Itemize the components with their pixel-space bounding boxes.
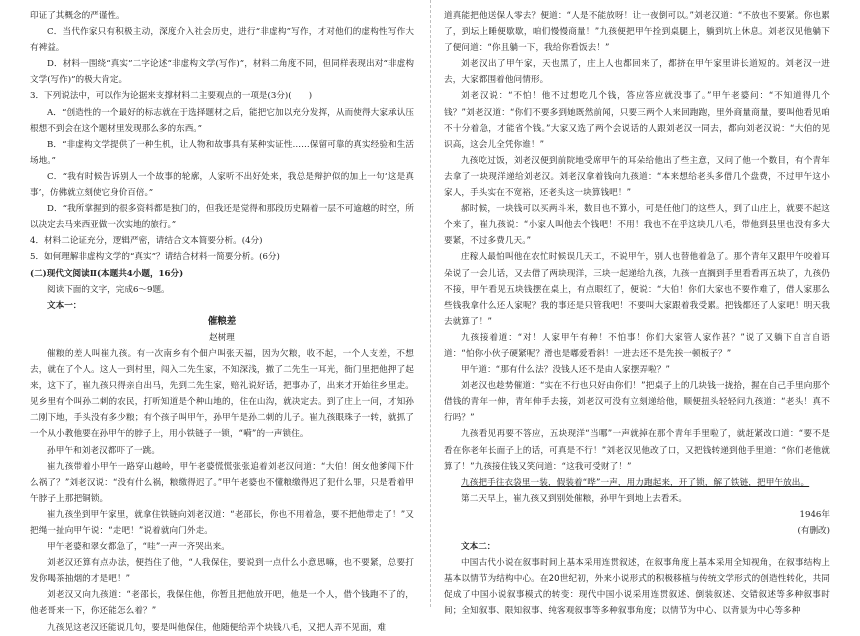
question-5: 5．如何理解非虚构文学的“真实”？请结合材料一简要分析。(6分) [30,252,280,263]
story-paragraph: 郝时候，一块钱可以买两斗米，数目也不算小，可是任他门的这些人，到了山庄上，就要不起这个来了，崔九孩说：“小家人叫他去个钱吧！不用！我也不在乎这块几八毛，带他到县里也没有多大要紧，不过多费几天。” [444,204,830,247]
text-two-label: 文本二： [461,542,496,553]
text-one-label: 文本一： [47,300,82,311]
story-paragraph: 甲午道：“那有什么法？没钱人还不是由人家摆弄啦？” [461,365,671,376]
option-3b: B．“非虚构文学提供了一种生机，让人物和故事具有某种实证性……保留可靠的真实经验和生活场地。” [30,139,414,166]
option-3a: A．“创造性的一个最好的标志就在于选择题材之后，能把它加以充分发挥，从而使得大家承认压根想不到会在这个题材里发现那么多的东西。” [30,107,414,134]
story-paragraph: 九孩见这老汉还能说几句，要是叫他保住，他随便给弄个块钱八毛，又把人弄不见面，难 [47,622,387,633]
right-column [444,8,830,620]
text-line-l2: D．材料一围绕“真实”二字论述“非虚构文学(写作)”，材料二角度不同，但同样表现出对“非虚构文学(写作)”的极大肯定。 [30,59,414,86]
story-paragraph: 甲午老婆和翠女都急了，“哇”一声一齐哭出来。 [47,542,230,553]
story-paragraph: 崔九孩坐到甲午家里，就拿住铁链向刘老汉道：“老邵长，你也不用着急，要不把他带走了！”又把绳一扯向甲午说：“走吧！”说着就向门外走。 [30,509,414,536]
story-paragraph: 刘老汉出了甲午家，天也黑了，庄上人也都回来了，都挤在甲午家里讲长道短的。刘老汉一进去，大家都围着他问情形。 [444,59,830,86]
story-paragraph: 刘老汉又向九孩道：“老邵长，我保住他，你暂且把他放开吧，他是一个人，借个钱跑不了的，他老哥来一下，你还能怎么着？” [30,590,414,617]
text-line-l1: C．当代作家只有积极主动，深度介入社会历史，进行“非虚构”写作，才对他们的虚构性写作大有裨益。 [30,27,414,54]
question-3: 3．下列说法中，可以作为论据来支撑材料二主要观点的一项是(3分)( ) [30,91,313,102]
option-3c: C．“我有时候告诉别人一个故事的轮廓，人家听不出好处来，我总是辩护似的加上一句‘这是真事’，仿佛就立刻使它身价百倍。” [30,171,414,199]
left-column [30,8,414,636]
text-line-l0: 印证了其概念的严谨性。 [30,11,125,21]
story-author: 赵树理 [209,332,235,343]
question-4: 4．材料二论证充分，逻辑严密，请结合文本简要分析。(4分) [30,236,263,247]
story-paragraph: 催粮的差人叫崔九孩。有一次南乡有个佃户叫张天福，因为欠粮，收不起，一个人支差，不想去，就在了个人。这人一到村里，闯入二先生家，不知深浅，撤了二先生一耳光，衙门里把他押了起来，这下了，崔九孩只得亲自出马，先到二先生家，赔礼说好话，把事办了，出来才开始往乡里走。见乡里有个叫孙二刺的农民，打听知道是个种山地的，住在山沟，就决定去。到了庄上一问，才知孙二刚下地，手头没有多少粮；有个孩子叫甲午，孙甲午是孙二刺的儿子。崔九孩眼珠子一转，就抓了一个从小教他要在孙甲午的脖子上，用小铁链子一锁，“嗬”的一声锁住。 [30,348,414,440]
story-paragraph: 刘老汉说：“不怕！他不过想吃几个钱，答应答应就没事了。”甲午老婆问：“不知道得几个钱？”刘老汉道：“你们不要多到她既然前闻，只要三两个人来回跑跑，里外商量商量，要叫他看见咱不十分着急，才能省个钱。”大家又选了两个会说话的人跟刘老汉一同去，都向刘老汉说：“大伯的见识高，这会儿全凭你谁！” [444,91,830,150]
story-paragraph: 崔九孩带着小甲午一路穿山越岭，甲午老婆慌慌张张追着刘老汉问道：“大伯！闺女他爹闯下什么祸了？”刘老汉说：“没有什么祸，粮缴得迟了。”甲午老婆也不懂粮缴得迟了犯什么罪，只是看着甲午脖子上那把铜锁。 [30,461,414,504]
story-paragraph: 九孩吃过饭，刘老汉便到前院地受席甲午的耳朵给他出了些主意，又问了他一个数目，有个青年去拿了一块现洋递给刘老汉。刘老汉拿着钱向九孩道：“本来想给老头多借几个盘费，不过甲午这小家人，手头实在不宽裕，还老头这一块算钱吧！” [444,155,830,199]
story-title: 催粮差 [207,315,237,327]
story-paragraph: 庄稼人最怕叫他在农忙时候误几天工，不说甲午，别人也替他着急了。那个青年又跟甲午咬着耳朵说了一会儿话，又去借了两块现洋，三块一起递给九孩，九孩一直搁到手里看看再五块了，九孩仍不接，甲午看见五块钱摆在桌上，有点眼红了，便说：“大伯！你们大家也不要作难了，借人家那么些钱我拿什么还人家呢？我的事还是只管我吧！不要叫大家跟着我受累。把钱都还了人家吧！明天我去就算了！” [444,252,830,327]
story-paragraph: 道真能把他送保人零去？便道：“人是不能放呀！让一夜倒可以。”刘老汉道：“不放也不要紧。你也累了，到坛上睡便歇歇，咱们慢慢商量！”九孩便把甲午拴到桌腿上，躺到坑上休息。刘老汉见他躺下了便问道：“你且躺一下，我给你看饭去！” [444,11,830,54]
option-3d: D．“我所掌握到的很多资料都是独门的，但我还是觉得和那段历史隔着一层不可逾越的时空，所以决定去马来西亚做一次实地的旅行。” [30,204,414,231]
section-heading: (二)现代文阅读Ⅱ(本题共4小题，16分) [30,268,184,279]
story-paragraph: 刘老汉还算有点办法，便挡住了他，“人我保住，要说到一点什么小意思嘛，也不要紧，总要打发你喝茶抽烟的才是吧！” [30,558,414,585]
story-paragraph: 九孩接着道：“对！人家甲午有种！不怕事！你们大家管人家作甚？”说了又躺下自言自语道：“怕你小伙子硬紧呢？滑也是嘟爱看斜！一进去还不是先挨一顿板子？” [444,332,830,359]
story-paragraph: 第二天早上，崔九孩又到别处催粮，孙甲午到地上去看禾。 [461,493,688,504]
story-paragraph: 刘老汉也趁势催道：“实在不行也只好由你们！”把桌子上的几块钱一拢拾，握在自己手里向那个借钱的青年一伸，青年伸手去接，刘老汉可没有立刻递给他，顺便扭头轻轻问九孩道：“老头！真不行吗？” [444,381,830,424]
essay-paragraph: 中国古代小说在叙事时间上基本采用连贯叙述，在叙事角度上基本采用全知视角，在叙事结构上基本以情节为结构中心。在20世纪初，外来小说形式的积极移植与传统文学形式的创造性转化，共同促成了中国小说叙事模式的转变：现代中国小说采用连贯叙述、倒装叙述、交错叙述等多种叙事时间；全知叙事、限知叙事、纯客观叙事等多种叙事角度；以情节为中心、以背景为中心等多种 [444,558,830,617]
story-paragraph: 孙甲午和刘老汉都吓了一跳。 [47,445,161,456]
section-instruction: 阅读下面的文字，完成6～9题。 [47,284,170,295]
underlined-sentence: 九孩把手往衣袋里一装，假装着“哗”一声，用力跑起来，开了锁，解了铁链，把甲午放出。 [461,477,810,488]
story-paragraph: 九孩看见再要不答应，五块现洋“当哪”一声就掉在那个青年手里啦了，就赶紧改口道：“要不是看在你老年长面子上的话，可真是不行！”刘老汉见他改了口，又把钱转递到他手里道：“你们老他就算了！”九孩接住钱又笑问道：“这我可受财了！” [444,429,830,472]
story-year: 1946年 [799,509,830,520]
abridged-note: (有删改) [797,526,830,536]
column-divider [430,0,431,607]
